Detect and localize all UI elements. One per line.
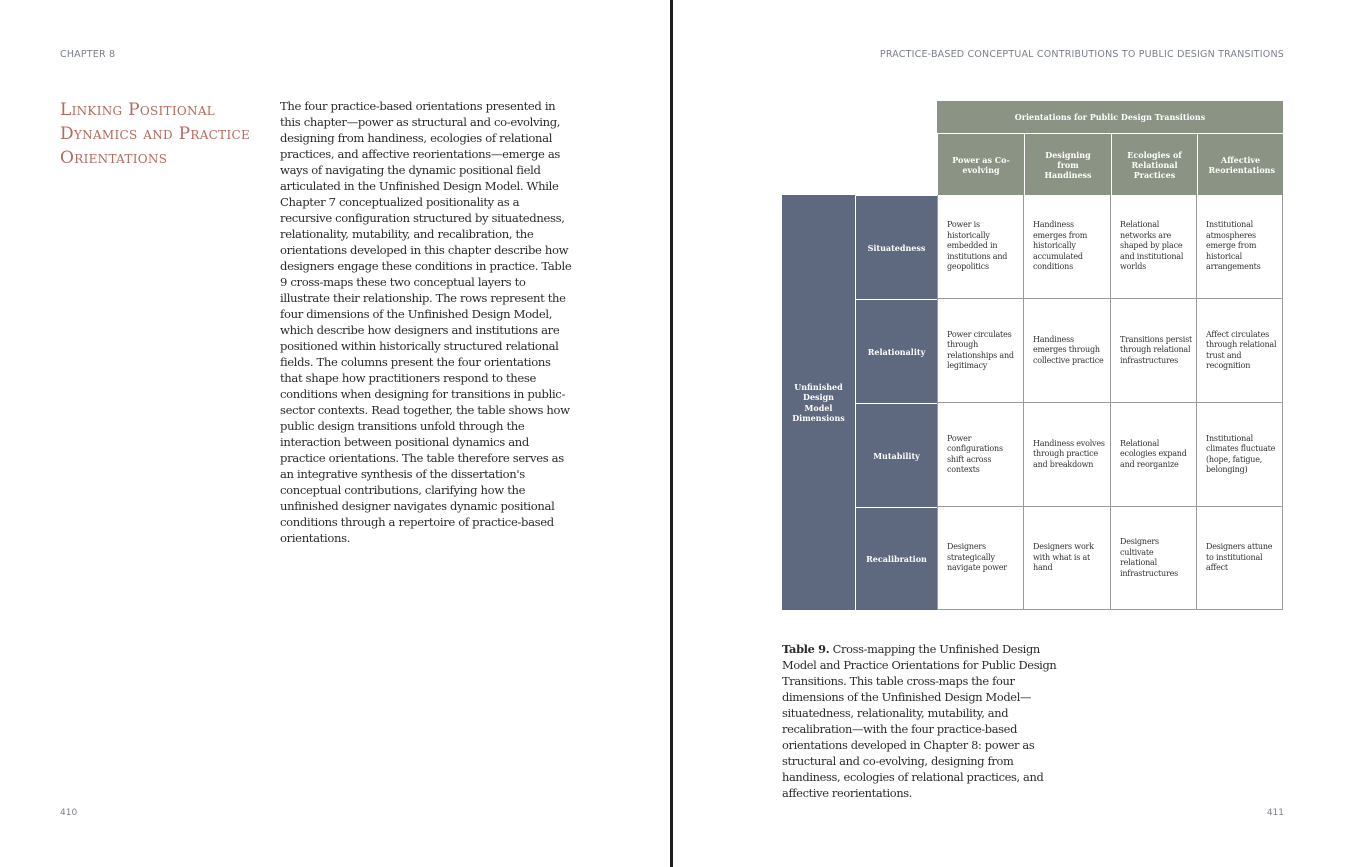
row-header: Mutability [855, 403, 937, 507]
table-cell: Power is historically embedded in institutions and geopolitics [937, 195, 1024, 299]
caption-label: Table 9. [782, 642, 830, 656]
table-cell: Designers attune to institutional affect [1197, 507, 1283, 610]
table-cell: Relational ecologies expand and reorganize [1111, 403, 1197, 507]
section-title: Linking Positional Dynamics and Practice Orientations [60, 100, 251, 168]
right-page [673, 0, 1346, 867]
table-cell: Power circulates through relationships and legitimacy [937, 299, 1024, 403]
row-header: Relationality [855, 299, 937, 403]
page-number-right: 411 [1266, 808, 1284, 818]
column-group-header: Orientations for Public Design Transitions [937, 101, 1283, 133]
table-caption [782, 641, 1072, 801]
column-header: Ecologies of Relational Practices [1111, 133, 1197, 195]
running-head-right: PRACTICE-BASED CONCEPTUAL CONTRIBUTIONS TO PUBLIC DESIGN TRANSITIONS [879, 49, 1284, 60]
row-header: Recalibration [855, 507, 937, 610]
row-header: Situatedness [855, 195, 937, 299]
table-cell: Designers work with what is at hand [1024, 507, 1111, 610]
column-header: Designing from Handiness [1024, 133, 1111, 195]
column-header: Power as Co-evolving [937, 133, 1024, 195]
table-cell: Handiness emerges through collective practice [1024, 299, 1111, 403]
table-cell: Affect circulates through relational trust and recognition [1197, 299, 1283, 403]
table-cell: Handiness evolves through practice and breakdown [1024, 403, 1111, 507]
caption-text: This table cross-maps the four dimensions of the Unfinished Design Model—situatedness, relationality, mutability, and recalibration—with the four practice-based orientations developed in Chapter 8: power as structural and co-evolving, designing from handiness, ecologies of relational practices, and affective reorientations. [782, 674, 1044, 800]
table-cell: Designers strategically navigate power [937, 507, 1024, 610]
running-head-left: CHAPTER 8 [60, 49, 116, 60]
table-cell: Institutional atmospheres emerge from historical arrangements [1197, 195, 1283, 299]
table-cell: Transitions persist through relational infrastructures [1111, 299, 1197, 403]
table-cell: Relational networks are shaped by place and institutional worlds [1111, 195, 1197, 299]
left-page [0, 0, 670, 867]
body-paragraph: The four practice-based orientations presented in this chapter—power as structural and co-evolving, designing from handiness, ecologies of relational practices, and affective reorientations—emerge as ways of navigating the dynamic positional field articulated in the Unfinished Design Model. While Chapter 7 conceptualized positionality as a recursive configuration structured by situatedness, relationality, mutability, and recalibration, the orientations developed in this chapter describe how designers engage these conditions in practice. Table 9 cross-maps these two conceptual layers to illustrate their relationship. The rows represent the four dimensions of the Unfinished Design Model, which describe how designers and institutions are positioned within historically structured relational fields. The columns present the four orientations that shape how practitioners respond to these conditions when designing for transitions in public-sector contexts. Read together, the table shows how public design transitions unfold through the interaction between positional dynamics and practice orientations. The table therefore serves as an integrative synthesis of the dissertation's conceptual contributions, clarifying how the unfinished designer navigates dynamic positional conditions through a repertoire of practice-based orientations. [280, 99, 572, 545]
page-number-left: 410 [60, 808, 78, 818]
table-cell: Designers cultivate relational infrastructures [1111, 507, 1197, 610]
table-cell: Handiness emerges from historically accumulated conditions [1024, 195, 1111, 299]
table-cell: Power configurations shift across contexts [937, 403, 1024, 507]
caption-title: Cross-mapping the Unfinished Design Model and Practice Orientations for Public Design Transitions. [782, 642, 1057, 688]
column-header: Affective Reorientations [1197, 133, 1283, 195]
table-cell: Institutional climates fluctuate (hope, fatigue, belonging) [1197, 403, 1283, 507]
row-group-header: Unfinished Design Model Dimensions [782, 195, 855, 610]
